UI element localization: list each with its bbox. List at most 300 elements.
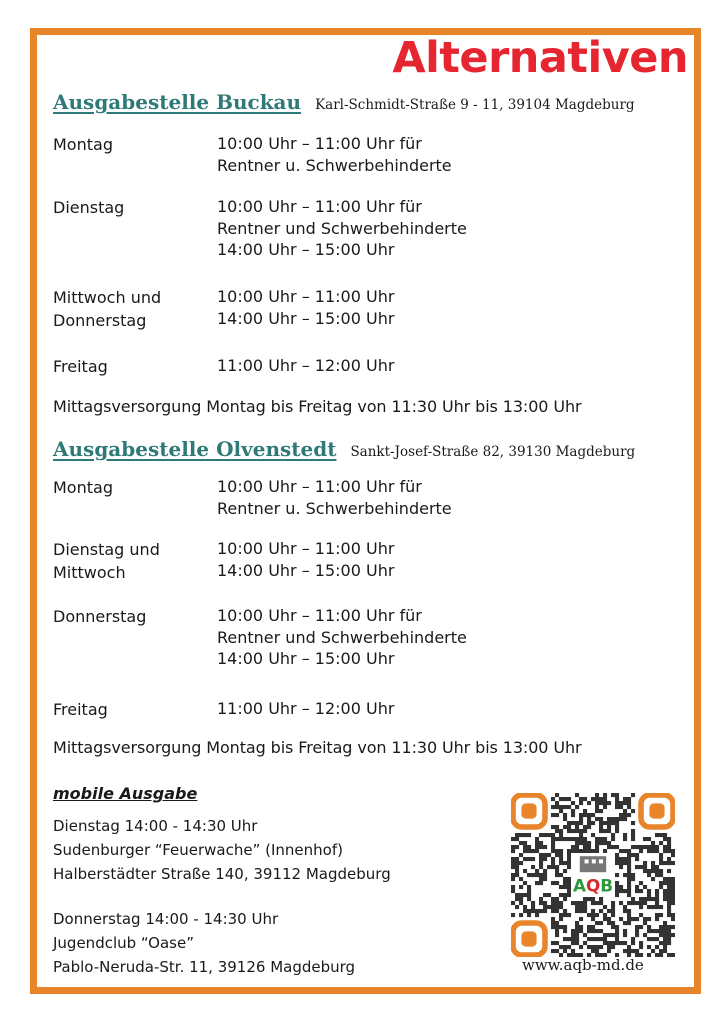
qr-module [615,861,619,865]
qr-module [559,913,563,917]
qr-module [551,941,555,945]
qr-module [535,869,539,873]
qr-module [563,893,567,897]
time-line: Rentner und Schwerbehinderte [217,218,467,238]
qr-module [555,793,559,797]
qr-module [627,913,631,917]
qr-module [623,949,627,953]
qr-module [611,837,615,841]
qr-module [599,945,603,949]
qr-module [579,841,583,845]
outlet-heading-buckau [53,90,635,114]
qr-module [519,901,523,905]
qr-module [559,853,563,857]
qr-module [671,933,675,937]
mobile-line: Dienstag 14:00 - 14:30 Uhr [53,817,258,835]
qr-module [555,941,559,945]
qr-module [671,901,675,905]
qr-module [623,933,627,937]
qr-module [615,925,619,929]
qr-module [627,865,631,869]
qr-module [563,909,567,913]
qr-module [551,901,555,905]
qr-module [531,901,535,905]
qr-module [595,901,599,905]
mobile-heading: mobile Ausgabe [53,784,198,803]
qr-module [599,921,603,925]
qr-module [551,925,555,929]
qr-module [531,857,535,861]
time-line: Rentner u. Schwerbehinderte [217,155,452,175]
qr-module [643,901,647,905]
qr-module [527,845,531,849]
qr-module [531,865,535,869]
qr-module [635,857,639,861]
qr-module [531,873,535,877]
qr-module [659,949,663,953]
mobile-line: Jugendclub “Oase” [53,934,194,952]
qr-finder-top-left [513,795,545,827]
qr-module [615,821,619,825]
qr-module [587,945,591,949]
qr-module [563,805,567,809]
qr-module [631,821,635,825]
qr-module [555,921,559,925]
qr-module [575,905,579,909]
qr-module [647,945,651,949]
qr-module [671,897,675,901]
qr-module [671,885,675,889]
qr-module [527,833,531,837]
qr-module [667,929,671,933]
qr-module [583,901,587,905]
qr-module [627,797,631,801]
qr-module [595,845,599,849]
qr-module [591,909,595,913]
qr-module [631,845,635,849]
qr-module [587,841,591,845]
qr-module [611,793,615,797]
qr-module [647,893,651,897]
qr-module [667,905,671,909]
qr-module [659,881,663,885]
qr-module [659,861,663,865]
qr-module [615,933,619,937]
time-line: 14:00 Uhr – 15:00 Uhr [217,308,395,328]
qr-module [631,853,635,857]
qr-module [615,797,619,801]
qr-module [579,917,583,921]
qr-module [583,837,587,841]
qr-module [611,909,615,913]
qr-module [559,893,563,897]
qr-module [587,929,591,933]
qr-module [639,845,643,849]
qr-module [623,889,627,893]
qr-module [667,885,671,889]
qr-module [619,901,623,905]
day-label: Dienstag [53,198,125,217]
qr-module [663,881,667,885]
qr-module [575,933,579,937]
qr-module [635,885,639,889]
qr-module [591,813,595,817]
qr-module [579,817,583,821]
qr-module [639,901,643,905]
qr-module [547,893,551,897]
qr-module [659,953,663,957]
qr-module [611,945,615,949]
time-line: 10:00 Uhr – 11:00 Uhr [217,287,395,306]
qr-module [647,845,651,849]
qr-module [551,845,555,849]
qr-module [631,897,635,901]
time-line: 14:00 Uhr – 15:00 Uhr [217,560,395,580]
qr-module [667,925,671,929]
qr-module [579,837,583,841]
qr-module [519,841,523,845]
qr-module [575,921,579,925]
qr-module [591,833,595,837]
qr-module [543,893,547,897]
qr-module [567,853,571,857]
qr-module [631,937,635,941]
qr-module [571,941,575,945]
qr-module [671,917,675,921]
qr-module [571,821,575,825]
qr-module [575,901,579,905]
qr-code-icon[interactable] [511,793,675,957]
qr-module [655,929,659,933]
qr-module [603,841,607,845]
qr-module [639,897,643,901]
qr-module [659,857,663,861]
qr-module [647,869,651,873]
qr-module [515,857,519,861]
qr-module [659,869,663,873]
qr-module [527,909,531,913]
qr-module [627,861,631,865]
qr-module [543,905,547,909]
qr-module [671,861,675,865]
qr-module [587,801,591,805]
qr-module [603,933,607,937]
qr-module [623,837,627,841]
qr-module [623,849,627,853]
qr-module [611,905,615,909]
qr-module [607,801,611,805]
qr-module [631,901,635,905]
qr-module [599,841,603,845]
qr-module [627,921,631,925]
qr-module [555,925,559,929]
qr-module [599,909,603,913]
mobile-line: Pablo-Neruda-Str. 11, 39126 Magdeburg [53,958,356,976]
qr-module [595,805,599,809]
qr-module [567,797,571,801]
qr-module [583,905,587,909]
qr-module [647,849,651,853]
qr-module [575,805,579,809]
qr-module [611,817,615,821]
qr-module [535,845,539,849]
qr-module [651,929,655,933]
day-label: Montag [53,135,113,154]
qr-module [567,877,571,881]
qr-module [611,941,615,945]
qr-module [615,805,619,809]
qr-module [575,929,579,933]
qr-logo-text: AQB [572,875,614,896]
qr-module [547,905,551,909]
qr-module [599,901,603,905]
qr-module [539,909,543,913]
qr-module [667,877,671,881]
qr-module [551,897,555,901]
qr-module [651,849,655,853]
qr-module [627,889,631,893]
qr-module [591,849,595,853]
qr-module [559,885,563,889]
qr-module [511,865,515,869]
qr-module [519,853,523,857]
qr-module [531,909,535,913]
qr-module [575,837,579,841]
qr-module [615,801,619,805]
qr-module [659,873,663,877]
qr-module [639,945,643,949]
qr-module [623,833,627,837]
qr-module [627,893,631,897]
time-line: Rentner u. Schwerbehinderte [217,498,452,518]
qr-module [651,937,655,941]
qr-module [631,837,635,841]
qr-module [563,877,567,881]
qr-module [607,909,611,913]
mobile-stop [53,814,391,886]
outlet-name: Ausgabestelle Olvenstedt [53,437,337,461]
qr-module [595,929,599,933]
qr-module [571,937,575,941]
qr-module [635,925,639,929]
qr-module [643,885,647,889]
qr-module [551,837,555,841]
qr-module [555,881,559,885]
qr-module [619,885,623,889]
qr-module [539,873,543,877]
outlet-name: Ausgabestelle Buckau [53,90,302,114]
qr-module [595,793,599,797]
qr-module [627,813,631,817]
qr-module [523,833,527,837]
qr-module [623,873,627,877]
qr-module [627,849,631,853]
qr-module [603,849,607,853]
qr-module [599,809,603,813]
qr-module [627,949,631,953]
qr-module [551,881,555,885]
qr-module [579,801,583,805]
qr-module [647,837,651,841]
qr-module [551,949,555,953]
qr-module [671,881,675,885]
qr-module [619,941,623,945]
qr-module [523,857,527,861]
qr-module [619,817,623,821]
qr-module [575,841,579,845]
qr-module [599,825,603,829]
qr-module [655,917,659,921]
qr-module [567,865,571,869]
qr-module [539,853,543,857]
qr-module [543,833,547,837]
qr-module [555,849,559,853]
qr-module [559,857,563,861]
time-list [217,286,394,329]
qr-module [611,833,615,837]
qr-module [527,857,531,861]
qr-module [611,913,615,917]
qr-module [575,941,579,945]
qr-module [635,929,639,933]
qr-module [559,925,563,929]
qr-module [555,933,559,937]
qr-module [623,929,627,933]
lunch-note: Mittagsversorgung Montag bis Freitag von 11:30 Uhr bis 13:00 Uhr [53,738,582,757]
qr-module [551,813,555,817]
time-list [217,605,467,670]
qr-module [551,917,555,921]
qr-module [667,953,671,957]
qr-module [655,913,659,917]
qr-module [579,925,583,929]
qr-module [595,913,599,917]
qr-module [667,861,671,865]
qr-module [515,893,519,897]
qr-module [559,873,563,877]
day-label: Montag [53,478,113,497]
qr-module [579,929,583,933]
qr-module [663,925,667,929]
qr-module [643,869,647,873]
qr-module [539,833,543,837]
qr-module [535,913,539,917]
qr-module [615,825,619,829]
qr-module [579,813,583,817]
time-line: 10:00 Uhr – 11:00 Uhr für [217,134,422,153]
qr-module [603,837,607,841]
page-title: Alternativen [392,33,688,83]
qr-finder-top-right [641,795,673,827]
qr-module [599,821,603,825]
qr-module [667,857,671,861]
qr-module [599,929,603,933]
qr-module [643,917,647,921]
qr-module [619,805,623,809]
qr-module [539,877,543,881]
qr-module [571,837,575,841]
qr-module [571,949,575,953]
qr-module [519,897,523,901]
qr-module [623,813,627,817]
qr-module [591,821,595,825]
qr-module [655,953,659,957]
qr-module [671,893,675,897]
qr-module [663,929,667,933]
qr-module [663,949,667,953]
qr-module [663,941,667,945]
qr-module [591,949,595,953]
qr-module [595,809,599,813]
qr-module [615,817,619,821]
qr-module [535,841,539,845]
qr-module [519,885,523,889]
qr-module [587,913,591,917]
qr-module [655,849,659,853]
qr-module [579,829,583,833]
qr-module [511,861,515,865]
qr-module [571,901,575,905]
qr-module [583,829,587,833]
qr-module [535,837,539,841]
qr-module [555,829,559,833]
qr-module [627,853,631,857]
qr-module [607,917,611,921]
qr-module [523,845,527,849]
mobile-line: Donnerstag 14:00 - 14:30 Uhr [53,910,279,928]
qr-module [655,901,659,905]
qr-module [575,845,579,849]
qr-module [619,917,623,921]
qr-module [547,865,551,869]
qr-module [559,861,563,865]
qr-module [595,797,599,801]
qr-module [651,865,655,869]
qr-module [659,933,663,937]
qr-module [575,821,579,825]
qr-module [567,881,571,885]
qr-module [539,861,543,865]
qr-module [635,949,639,953]
qr-module [607,841,611,845]
qr-module [603,905,607,909]
qr-module [639,905,643,909]
qr-module [647,953,651,957]
qr-module [567,857,571,861]
qr-module [591,913,595,917]
qr-module [595,945,599,949]
mobile-line: Sudenburger “Feuerwache” (Innenhof) [53,841,343,859]
qr-module [515,845,519,849]
qr-module [575,937,579,941]
website-link[interactable]: www.aqb-md.de [522,956,644,974]
qr-module [651,949,655,953]
qr-module [603,913,607,917]
qr-module [603,821,607,825]
qr-module [595,949,599,953]
qr-module [623,797,627,801]
qr-module [579,945,583,949]
qr-module [587,821,591,825]
qr-module [543,873,547,877]
qr-module [595,921,599,925]
qr-module [587,817,591,821]
qr-module [567,861,571,865]
qr-module [587,925,591,929]
qr-module [667,897,671,901]
qr-module [655,833,659,837]
qr-module [599,829,603,833]
